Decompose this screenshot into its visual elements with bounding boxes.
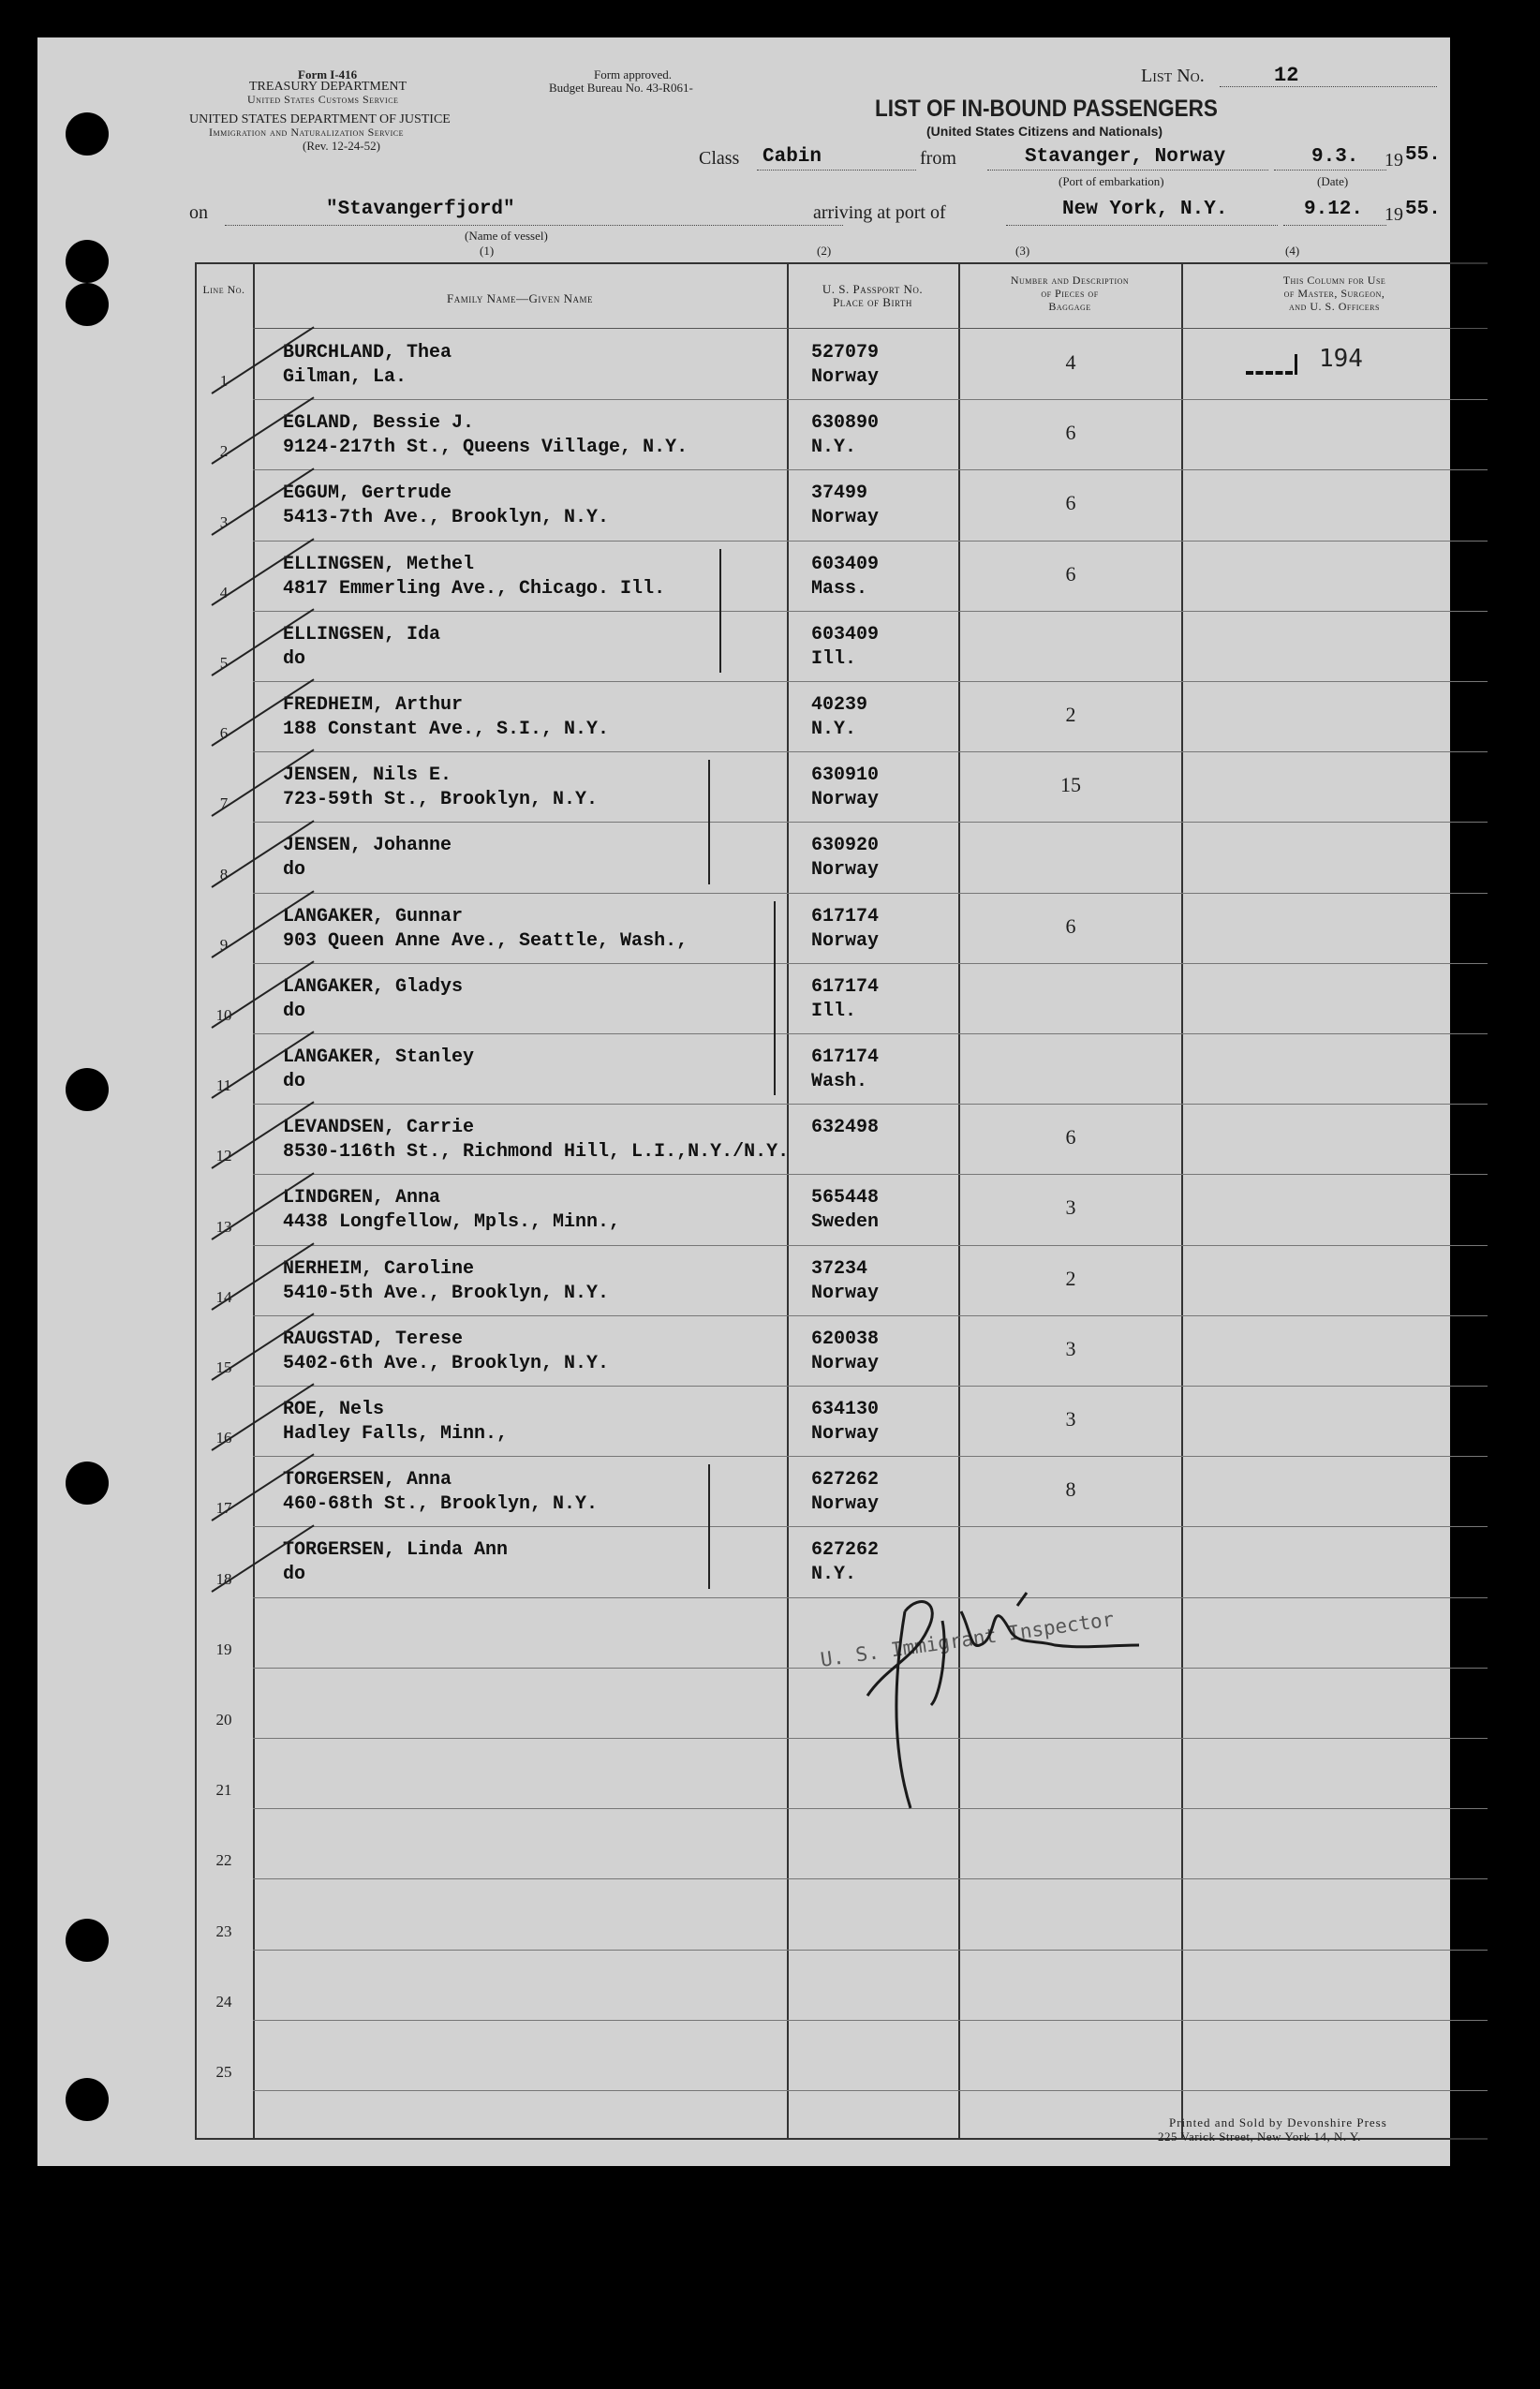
passenger-address: 5410-5th Ave., Brooklyn, N.Y.: [283, 1282, 610, 1304]
place-of-birth: N.Y.: [811, 719, 857, 740]
rev-label: (Rev. 12-24-52): [303, 139, 380, 153]
on-label: on: [189, 202, 208, 223]
year2-value: 55.: [1405, 199, 1441, 220]
line-number: 3: [219, 512, 229, 531]
baggage-count: 6: [1065, 421, 1076, 445]
table-row: [195, 2021, 1488, 2091]
manifest-table: [195, 262, 1488, 2140]
passport-number: 620038: [811, 1328, 880, 1350]
line-number: 11: [215, 1076, 232, 1095]
passenger-name: LEVANDSEN, Carrie: [283, 1117, 475, 1139]
baggage-count: 2: [1065, 1266, 1076, 1290]
passenger-name: NERHEIM, Caroline: [283, 1257, 475, 1280]
year2-prefix: 19: [1385, 204, 1403, 225]
passenger-address: 9124-217th St., Queens Village, N.Y.: [283, 437, 689, 459]
treasury-label: TREASURY DEPARTMENT: [249, 80, 407, 94]
col4-num: (4): [1285, 244, 1300, 258]
passenger-name: TORGERSEN, Anna: [283, 1469, 452, 1491]
port-arrival-line: [1006, 225, 1278, 226]
class-line: [757, 170, 916, 171]
table-row: [195, 894, 1488, 964]
line-number: 2: [219, 442, 229, 461]
place-of-birth: Norway: [811, 789, 880, 811]
passenger-name: LANGAKER, Stanley: [283, 1046, 475, 1068]
vessel-line: [225, 225, 843, 226]
passport-number: 630890: [811, 412, 880, 435]
passenger-name: JENSEN, Nils E.: [283, 764, 452, 787]
passenger-address: Gilman, La.: [283, 366, 407, 388]
list-no-label: List No.: [1141, 66, 1205, 86]
table-row: [195, 400, 1488, 470]
family-bracket-icon: [708, 1464, 710, 1588]
table-row: [195, 964, 1488, 1034]
line-number: 8: [219, 865, 229, 883]
table-row: [195, 542, 1488, 612]
passport-number: 630910: [811, 764, 880, 787]
binder-hole-icon: [66, 1068, 109, 1111]
list-no-value: 12: [1274, 64, 1299, 87]
place-of-birth: N.Y.: [811, 1564, 857, 1586]
place-of-birth: Norway: [811, 1493, 880, 1516]
passport-number: 603409: [811, 553, 880, 575]
passenger-name: BURCHLAND, Thea: [283, 342, 452, 364]
passport-number: 630920: [811, 835, 880, 857]
passport-number: 37234: [811, 1257, 868, 1280]
place-of-birth: Norway: [811, 366, 880, 388]
baggage-count: 2: [1065, 703, 1076, 726]
baggage-count: 15: [1060, 773, 1081, 797]
table-row: [195, 1316, 1488, 1387]
baggage-count: 3: [1065, 1336, 1076, 1360]
place-of-birth: Norway: [811, 507, 880, 529]
line-number: 13: [215, 1217, 232, 1236]
passenger-name: LANGAKER, Gladys: [283, 975, 464, 998]
place-of-birth: Norway: [811, 1282, 880, 1304]
line-number: 4: [219, 583, 229, 601]
line-number: 23: [215, 1922, 232, 1940]
passenger-name: LANGAKER, Gunnar: [283, 905, 464, 927]
col-baggage: Number and Description of Pieces of Baggage: [1010, 274, 1130, 313]
passport-number: 527079: [811, 342, 880, 364]
col-officers: This Column for Use of Master, Surgeon, and U. S. Officers: [1282, 274, 1386, 313]
line-number: 16: [215, 1429, 232, 1447]
col-line-no: Line No.: [202, 283, 245, 296]
date2-line: [1283, 225, 1386, 226]
passport-number: 627262: [811, 1469, 880, 1491]
date-caption: (Date): [1317, 174, 1349, 188]
binder-hole-icon: [66, 1919, 109, 1962]
from-label: from: [920, 148, 956, 169]
baggage-count: 3: [1065, 1407, 1076, 1431]
table-row: [195, 470, 1488, 541]
passport-number: 603409: [811, 623, 880, 645]
passport-number: 627262: [811, 1539, 880, 1562]
page-title: LIST OF IN-BOUND PASSENGERS: [875, 96, 1218, 122]
table-row: [195, 1387, 1488, 1457]
class-value: Cabin: [763, 146, 822, 168]
binder-hole-icon: [66, 2078, 109, 2121]
passenger-address: 8530-116th St., Richmond Hill, L.I.,N.Y./N.Y.: [283, 1141, 790, 1164]
port-embark-line: [987, 170, 1268, 171]
line-number: 22: [215, 1851, 232, 1870]
passport-number: 37499: [811, 482, 868, 505]
col2-num: (2): [817, 244, 832, 258]
baggage-count: 4: [1065, 350, 1076, 374]
list-no-line: [1220, 86, 1437, 87]
binder-hole-icon: [66, 240, 109, 283]
passenger-name: TORGERSEN, Linda Ann: [283, 1539, 509, 1562]
passenger-name: FREDHEIM, Arthur: [283, 694, 464, 716]
officer-note: 194: [1319, 345, 1363, 373]
inspector-stamp: U. S. Immigrant Inspector: [819, 1608, 1116, 1671]
budget-bureau: Budget Bureau No. 43-R061-: [549, 81, 693, 95]
binder-hole-icon: [66, 1462, 109, 1505]
passport-number: 40239: [811, 694, 868, 716]
passenger-address: do: [283, 647, 306, 670]
passenger-address: 188 Constant Ave., S.I., N.Y.: [283, 719, 610, 740]
place-of-birth: Ill.: [811, 1000, 857, 1022]
family-bracket-icon: [719, 549, 721, 673]
family-bracket-icon: [708, 760, 710, 883]
passenger-address: do: [283, 1000, 306, 1022]
passenger-name: ELLINGSEN, Methel: [283, 553, 475, 575]
line-number: 20: [215, 1710, 232, 1729]
arriving-label: arriving at port of: [813, 202, 946, 223]
passport-number: 565448: [811, 1187, 880, 1209]
printer-line-1: Printed and Sold by Devonshire Press: [1169, 2115, 1387, 2129]
page-subtitle: (United States Citizens and Nationals): [926, 124, 1163, 139]
line-number: 18: [215, 1569, 232, 1588]
passport-number: 617174: [811, 1046, 880, 1068]
place-of-birth: Norway: [811, 859, 880, 882]
passenger-address: 5402-6th Ave., Brooklyn, N.Y.: [283, 1352, 610, 1374]
table-row: [195, 1951, 1488, 2021]
ins-label: Immigration and Naturalization Service: [209, 126, 405, 139]
line-number: 10: [215, 1005, 232, 1024]
line-number: 6: [219, 724, 229, 743]
form-id: Form I-416: [298, 67, 358, 82]
passenger-name: EGGUM, Gertrude: [283, 482, 452, 505]
family-bracket-icon: [774, 901, 776, 1096]
place-of-birth: N.Y.: [811, 437, 857, 459]
table-row: [195, 1246, 1488, 1316]
baggage-count: 3: [1065, 1195, 1076, 1220]
place-of-birth: Ill.: [811, 647, 857, 670]
place-of-birth: Sweden: [811, 1211, 880, 1234]
port-embark-caption: (Port of embarkation): [1059, 174, 1164, 188]
passenger-name: EGLAND, Bessie J.: [283, 412, 475, 435]
line-number: 19: [215, 1640, 232, 1658]
passenger-address: Hadley Falls, Minn.,: [283, 1423, 509, 1445]
date1-line: [1274, 170, 1386, 171]
justice-label: UNITED STATES DEPARTMENT OF JUSTICE: [189, 112, 451, 126]
table-row: [195, 1879, 1488, 1950]
vessel-caption: (Name of vessel): [465, 229, 548, 243]
table-row: [195, 1457, 1488, 1527]
passport-number: 632498: [811, 1117, 880, 1139]
line-number: 17: [215, 1499, 232, 1518]
year1-value: 55.: [1405, 144, 1441, 166]
inspector-signature-icon: [830, 1555, 1186, 1827]
passenger-address: 5413-7th Ave., Brooklyn, N.Y.: [283, 507, 610, 529]
passenger-address: do: [283, 1564, 306, 1586]
line-number: 5: [219, 653, 229, 672]
manifest-page: [37, 37, 1450, 2166]
class-label: Class: [699, 148, 740, 169]
place-of-birth: Norway: [811, 929, 880, 952]
table-row: [195, 752, 1488, 823]
col3-num: (3): [1015, 244, 1030, 258]
line-number: 24: [215, 1992, 232, 2011]
table-row: [195, 823, 1488, 893]
form-approved: Form approved.: [594, 67, 673, 82]
line-number: 21: [215, 1781, 232, 1800]
passenger-name: ROE, Nels: [283, 1399, 385, 1420]
baggage-count: 6: [1065, 561, 1076, 586]
col-passport: U. S. Passport No. Place of Birth: [822, 282, 924, 309]
baggage-count: 6: [1065, 913, 1076, 938]
passenger-name: JENSEN, Johanne: [283, 835, 452, 857]
passenger-name: ELLINGSEN, Ida: [283, 623, 441, 645]
place-of-birth: Mass.: [811, 577, 868, 600]
table-row: [195, 1105, 1488, 1175]
passenger-address: do: [283, 859, 306, 882]
line-number: 7: [219, 794, 229, 813]
col1-num: (1): [480, 244, 495, 258]
passenger-name: LINDGREN, Anna: [283, 1187, 441, 1209]
table-row: [195, 1175, 1488, 1245]
customs-label: United States Customs Service: [247, 93, 399, 106]
officer-mark-icon: [1220, 354, 1323, 382]
place-of-birth: Norway: [811, 1423, 880, 1445]
date1-value: 9.3.: [1311, 146, 1359, 168]
place-of-birth: Norway: [811, 1352, 880, 1374]
line-number: 15: [215, 1358, 232, 1376]
table-row: [195, 612, 1488, 682]
binder-hole-icon: [66, 283, 109, 326]
binder-hole-icon: [66, 112, 109, 156]
line-number: 9: [219, 935, 229, 954]
table-row: [195, 682, 1488, 752]
line-number: 12: [215, 1147, 232, 1165]
year1-prefix: 19: [1385, 150, 1403, 171]
passenger-name: RAUGSTAD, Terese: [283, 1328, 464, 1350]
baggage-count: 6: [1065, 1125, 1076, 1150]
passenger-address: 723-59th St., Brooklyn, N.Y.: [283, 789, 599, 811]
port-embark-value: Stavanger, Norway: [1025, 146, 1226, 168]
baggage-count: 8: [1065, 1477, 1076, 1502]
line-number: 14: [215, 1287, 232, 1306]
passport-number: 617174: [811, 905, 880, 927]
printer-line-2: 225 Varick Street, New York 14, N. Y.: [1158, 2129, 1361, 2144]
passenger-address: 4817 Emmerling Ave., Chicago. Ill.: [283, 577, 666, 600]
col-name: Family Name—Given Name: [447, 291, 593, 305]
line-number: 1: [219, 372, 229, 391]
place-of-birth: Wash.: [811, 1071, 868, 1092]
line-number: 25: [215, 2062, 232, 2081]
passenger-address: 460-68th St., Brooklyn, N.Y.: [283, 1493, 599, 1516]
passenger-address: 4438 Longfellow, Mpls., Minn.,: [283, 1211, 621, 1234]
passport-number: 634130: [811, 1399, 880, 1420]
port-arrival-value: New York, N.Y.: [1062, 199, 1228, 220]
passport-number: 617174: [811, 975, 880, 998]
baggage-count: 6: [1065, 491, 1076, 515]
passenger-address: 903 Queen Anne Ave., Seattle, Wash.,: [283, 929, 689, 952]
date2-value: 9.12.: [1304, 199, 1364, 220]
vessel-value: "Stavangerfjord": [326, 199, 515, 220]
table-row: [195, 1034, 1488, 1105]
passenger-address: do: [283, 1071, 306, 1092]
